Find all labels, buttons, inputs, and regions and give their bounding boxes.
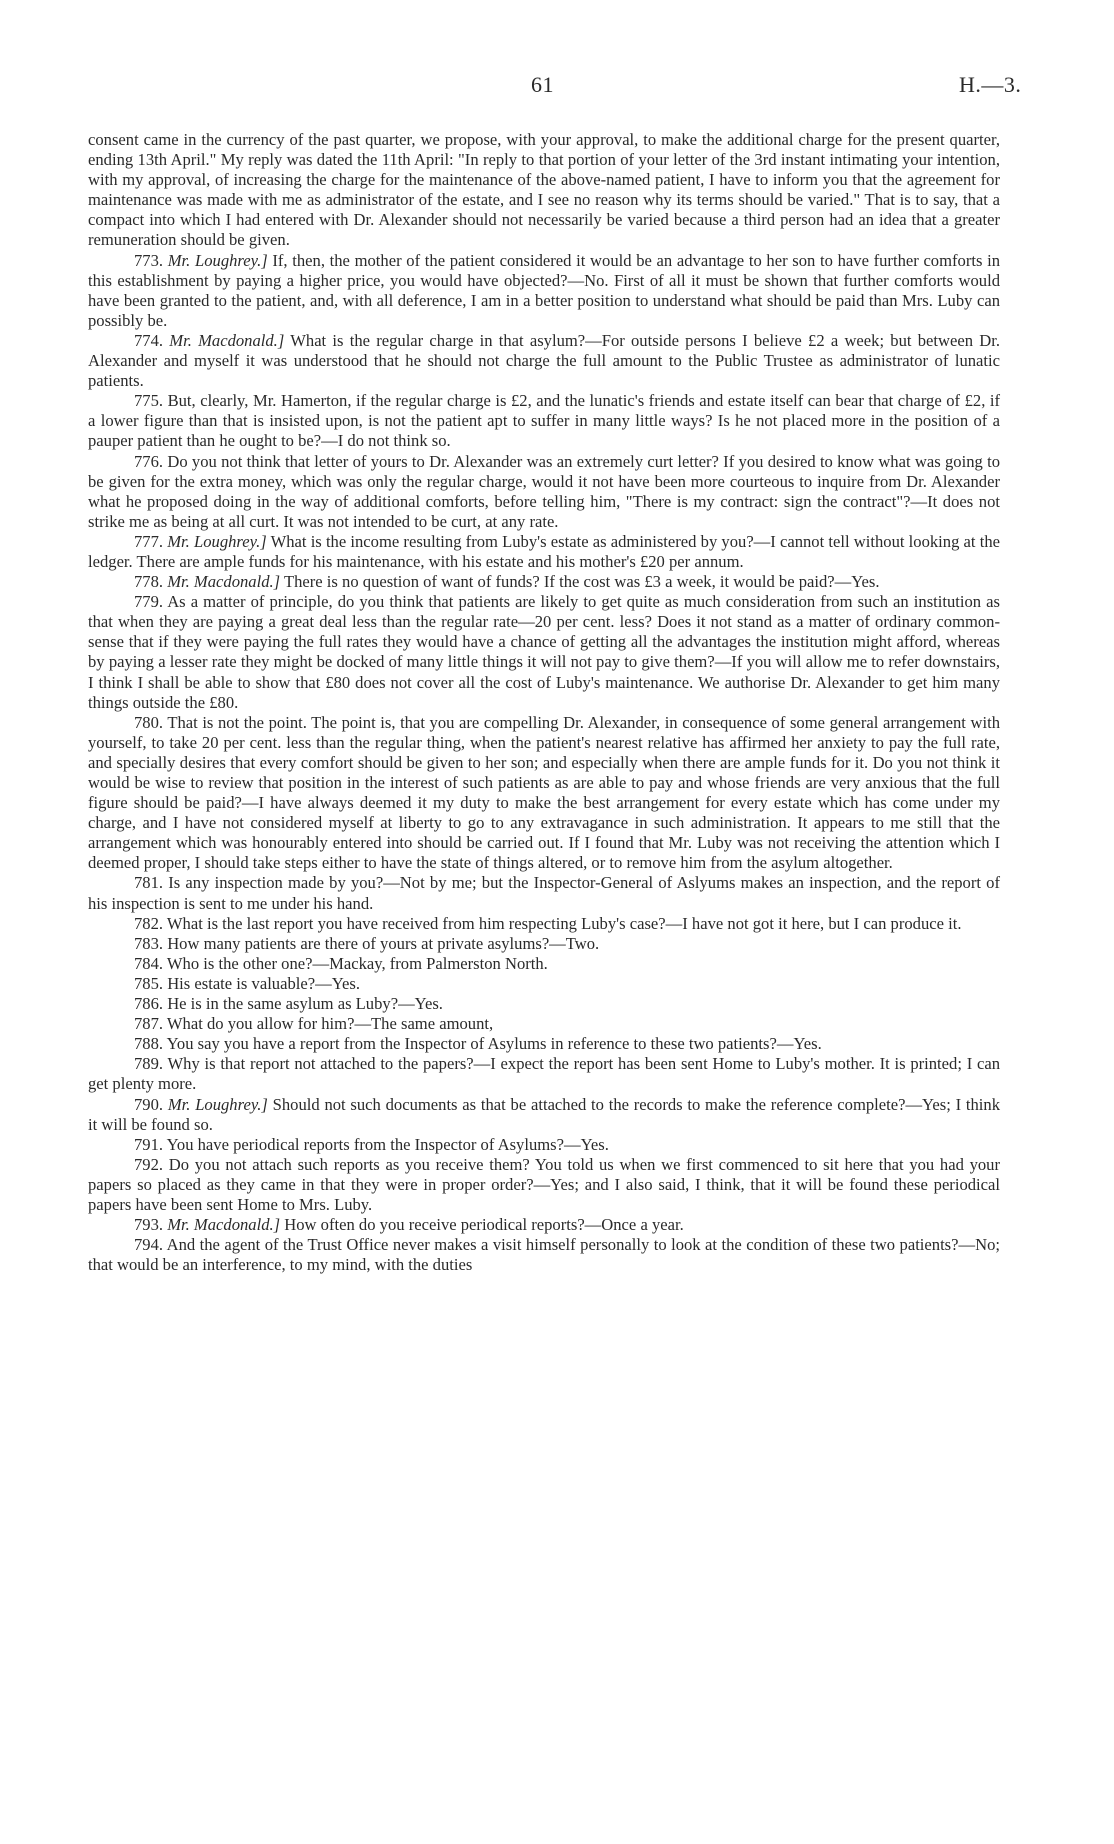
question-773: 773. Mr. Loughrey.] If, then, the mother of the patient considered it would be an advantage to her son to have further comforts in this establishment by paying a higher price, you would have objected?—No. First of all it must be shown that further comforts would have been granted to the patient, and, with all deference, I am in a better position to understand what should be paid than Mrs. Luby can possibly be. (88, 250, 1001, 330)
question-779: 779. As a matter of principle, do you think that patients are likely to get quite as much consideration from such an institution as that when they are paying a great deal less than the regular rate—20 per cent. less? Does it not stand as a matter of ordinary common-sense that if they were paying the full rates they would have a chance of getting all the advantages the institution might afford, whereas by paying a lesser rate they might be docked of many little things it will not pay to give them?—If you will allow me to refer downstairs, I think I shall be able to show that £80 does not cover all the cost of Luby's maintenance. We authorise Dr. Alexander to get him many things outside the £80. (88, 592, 1000, 712)
question-791: 791. You have periodical reports from the Inspector of Asylums?—Yes. (134, 1134, 609, 1154)
document-reference: H.—3. (959, 72, 1022, 97)
question-784: 784. Who is the other one?—Mackay, from Palmerston North. (134, 953, 548, 973)
question-776: 776. Do you not think that letter of yours to Dr. Alexander was an extremely curt letter? If you desired to know what was going to be given for the extra money, which was only the regular charge, would it not have been more courteous to inquire from Dr. Alexander what he proposed doing in the way of additional comforts, before telling him, "There is my contract: sign the contract"?—It does not strike me as being at all curt. It was not intended to be curt, at any rate. (88, 451, 1000, 531)
question-780: 780. That is not the point. The point is, that you are compelling Dr. Alexander, in consequence of some general arrangement with yourself, to take 20 per cent. less than the regular thing, when the patient's nearest relative has affirmed her anxiety to pay the full rate, and specially desires that every comfort should be given to her son; and especially when there are ample funds for it. Do you not think it would be wise to review that position in the interest of such patients as are able to pay and whose friends are very anxious that the full figure should be paid?—I have always deemed it my duty to make the best arrangement for every estate which has come under my charge, and I have not considered myself at liberty to go to any extravagance in such administration. It appears to me still that the arrangement which was honourably entered into should be carried out. If I found that Mr. Luby was not receiving the attention which I deemed proper, I should take steps either to have the state of things altered, or to remove him from the asylum altogether. (88, 712, 1000, 873)
question-787: 787. What do you allow for him?—The same amount, (134, 1014, 494, 1034)
speaker-label: Mr. Loughrey.] (167, 250, 268, 270)
question-783: 783. How many patients are there of yours at private asylums?—Two. (134, 933, 600, 953)
question-775: 775. But, clearly, Mr. Hamerton, if the regular charge is £2, and the lunatic's friends and estate itself can bear that charge of £2, if a lower figure than that is insisted upon, is not the patient apt to suffer in many little ways? Is he not placed more in the position of a pauper patient than he ought to be?—I do not think so. (88, 391, 1000, 451)
question-794: 794. And the agent of the Trust Office never makes a visit himself personally to look at the condition of these two patients?—No; that would be an interference, to my mind, with the duties (88, 1235, 1000, 1275)
speaker-label: Mr. Loughrey.] (167, 1094, 268, 1114)
question-786: 786. He is in the same asylum as Luby?—Yes. (134, 994, 443, 1014)
question-778: 778. Mr. Macdonald.] There is no question of want of funds? If the cost was £3 a week, it would be paid?—Yes. (134, 572, 880, 592)
question-774: 774. Mr. Macdonald.] What is the regular charge in that asylum?—For outside persons I believe £2 a week; but between Dr. Alexander and myself it was understood that he should not charge the full amount to the Public Trustee as administrator of lunatic patients. (88, 330, 1000, 391)
speaker-label: Mr. Macdonald.] (169, 330, 285, 350)
page-number: 61 (531, 72, 554, 97)
question-782: 782. What is the last report you have received from him respecting Luby's case?—I have not got it here, but I can produce it. (134, 913, 962, 933)
speaker-label: Mr. Loughrey.] (167, 531, 267, 551)
question-781: 781. Is any inspection made by you?—Not by me; but the Inspector-General of Aslyums makes an inspection, and the report of his inspection is sent to me under his hand. (88, 873, 1000, 913)
question-777: 777. Mr. Loughrey.] What is the income resulting from Luby's estate as administered by you?—I cannot tell without looking at the ledger. There are ample funds for his maintenance, with his estate and his mother's £20 per annum. (88, 531, 1000, 571)
question-790: 790. Mr. Loughrey.] Should not such documents as that be attached to the records to make the reference complete?—Yes; I think it will be found so. (88, 1094, 1001, 1134)
speaker-label: Mr. Macdonald.] (167, 1215, 281, 1235)
question-785: 785. His estate is valuable?—Yes. (134, 973, 360, 993)
paragraph-continuation: consent came in the currency of the past quarter, we propose, with your approval, to make the additional charge for the present quarter, ending 13th April." My reply was dated the 11th April: "In reply to that portion of your letter of the 3rd instant intimating your intention, with my approval, of increasing the charge for the maintenance of the above-named patient, I have to inform you that the agreement for maintenance was made with me as administrator of the estate, and I see no reason why its terms should be varied." That is to say, that a compact into which I had entered with Dr. Alexander should not necessarily be varied because a third person had an idea that a greater remuneration should be given. (88, 130, 1000, 250)
document-body (88, 130, 1000, 1275)
question-792: 792. Do you not attach such reports as you receive them? You told us when we first commenced to sit here that you had your papers so placed as they came in that they were in proper order?—Yes; and I also said, I think, that it will be found these periodical papers have been sent Home to Mrs. Luby. (88, 1154, 1000, 1214)
question-788: 788. You say you have a report from the Inspector of Asylums in reference to these two patients?—Yes. (134, 1034, 822, 1054)
speaker-label: Mr. Macdonald.] (167, 572, 281, 592)
question-793: 793. Mr. Macdonald.] How often do you receive periodical reports?—Once a year. (134, 1215, 684, 1235)
question-789: 789. Why is that report not attached to the papers?—I expect the report has been sent Home to Luby's mother. It is printed; I can get plenty more. (88, 1054, 1000, 1094)
